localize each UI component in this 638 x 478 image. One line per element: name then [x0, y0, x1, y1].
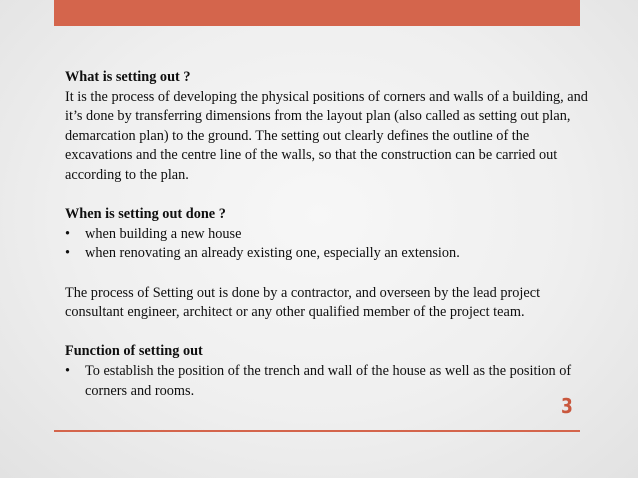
bottom-divider: [54, 430, 580, 432]
spacer: [65, 323, 600, 343]
function-bullet-list: [65, 362, 600, 401]
heading-function-of-setting-out: Function of setting out: [65, 343, 203, 360]
definition-paragraph: It is the process of developing the physical positions of corners and walls of a building, and it’s done by transferring dimensions from the layout plan (also called as setting out plan, demarcation plan) to the ground. The setting out clearly defines the outline of the excavations and the centre line of the walls, so that the construction can be carried out according to the plan.: [65, 88, 588, 183]
heading-when-is-setting-out-done: When is setting out done ?: [65, 206, 226, 223]
slide-content: [65, 68, 600, 401]
spacer: [65, 264, 600, 284]
top-accent-bar: [54, 0, 580, 26]
bullet-item: [65, 244, 600, 264]
when-bullet-list: [65, 225, 600, 264]
bullet-item: [65, 225, 600, 245]
process-paragraph: The process of Setting out is done by a contractor, and overseen by the lead project consultant engineer, architect or any other qualified member of the project team.: [65, 284, 541, 321]
slide-number: 3: [561, 394, 573, 418]
heading-what-is-setting-out: What is setting out ?: [65, 69, 191, 85]
bullet-icon: •: [65, 225, 71, 242]
spacer: [65, 186, 600, 206]
bullet-text: when renovating an already existing one, especially an extension.: [85, 245, 460, 262]
bullet-text: To establish the position of the trench and wall of the house as well as the position of corners and rooms.: [85, 362, 572, 399]
bullet-icon: •: [65, 245, 71, 262]
bullet-item: [65, 362, 600, 401]
bullet-text: when building a new house: [85, 225, 242, 242]
bullet-icon: •: [65, 362, 71, 379]
